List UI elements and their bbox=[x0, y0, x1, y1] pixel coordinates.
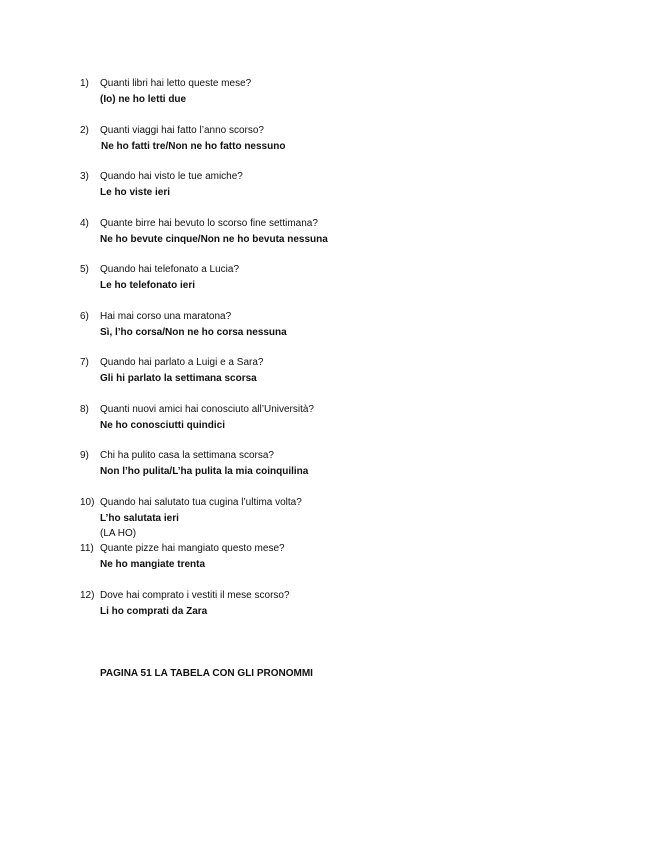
question-text: Quanti libri hai letto queste mese? bbox=[100, 78, 252, 89]
answer-text: Sì, l’ho corsa/Non ne ho corsa nessuna bbox=[100, 326, 287, 338]
item-number: 2) bbox=[80, 125, 89, 136]
question-text: Hai mai corso una maratona? bbox=[100, 311, 232, 322]
answer-text: Ne ho bevute cinque/Non ne ho bevuta nessuna bbox=[100, 233, 328, 245]
note-text: (LA HO) bbox=[100, 528, 137, 539]
answer-text: Li ho comprati da Zara bbox=[100, 605, 208, 617]
answer-text: Ne ho fatti tre/Non ne ho fatto nessuno bbox=[101, 140, 286, 152]
answer-text: Ne ho mangiate trenta bbox=[100, 558, 206, 570]
item-number: 6) bbox=[80, 311, 89, 322]
question-text: Quanti nuovi amici hai conosciuto all’Università? bbox=[100, 404, 314, 415]
question-text: Quanti viaggi hai fatto l’anno scorso? bbox=[100, 125, 264, 136]
item-number: 7) bbox=[80, 357, 89, 368]
item-number: 5) bbox=[80, 264, 89, 275]
item-number: 12) bbox=[80, 590, 95, 601]
question-text: Quante pizze hai mangiato questo mese? bbox=[100, 543, 285, 554]
question-text: Quando hai salutato tua cugina l’ultima volta? bbox=[100, 497, 302, 508]
item-number: 1) bbox=[80, 78, 89, 89]
item-number: 10) bbox=[80, 497, 95, 508]
item-number: 8) bbox=[80, 404, 89, 415]
item-number: 3) bbox=[80, 171, 89, 182]
item-number: 4) bbox=[80, 218, 89, 229]
answer-text: Gli hi parlato la settimana scorsa bbox=[100, 372, 257, 384]
question-text: Dove hai comprato i vestiti il mese scorso? bbox=[100, 590, 290, 601]
item-number: 11) bbox=[80, 543, 94, 554]
answer-text: Ne ho conosciutti quindici bbox=[100, 419, 225, 431]
answer-text: Le ho viste ieri bbox=[100, 186, 171, 198]
question-text: Quando hai visto le tue amiche? bbox=[100, 171, 243, 182]
question-text: Quando hai parlato a Luigi e a Sara? bbox=[100, 357, 264, 368]
answer-text: L’ho salutata ieri bbox=[100, 512, 179, 524]
answer-text: (Io) ne ho letti due bbox=[100, 93, 187, 105]
item-number: 9) bbox=[80, 450, 89, 461]
answer-text: Non l’ho pulita/L’ha pulita la mia coinquilina bbox=[100, 465, 309, 477]
footer-heading: PAGINA 51 LA TABELA CON GLI PRONOMMI bbox=[100, 668, 313, 679]
question-text: Quando hai telefonato a Lucia? bbox=[100, 264, 239, 275]
question-text: Chi ha pulito casa la settimana scorsa? bbox=[100, 450, 274, 461]
question-text: Quante birre hai bevuto lo scorso fine settimana? bbox=[100, 218, 318, 229]
answer-text: Le ho telefonato ieri bbox=[100, 279, 196, 291]
